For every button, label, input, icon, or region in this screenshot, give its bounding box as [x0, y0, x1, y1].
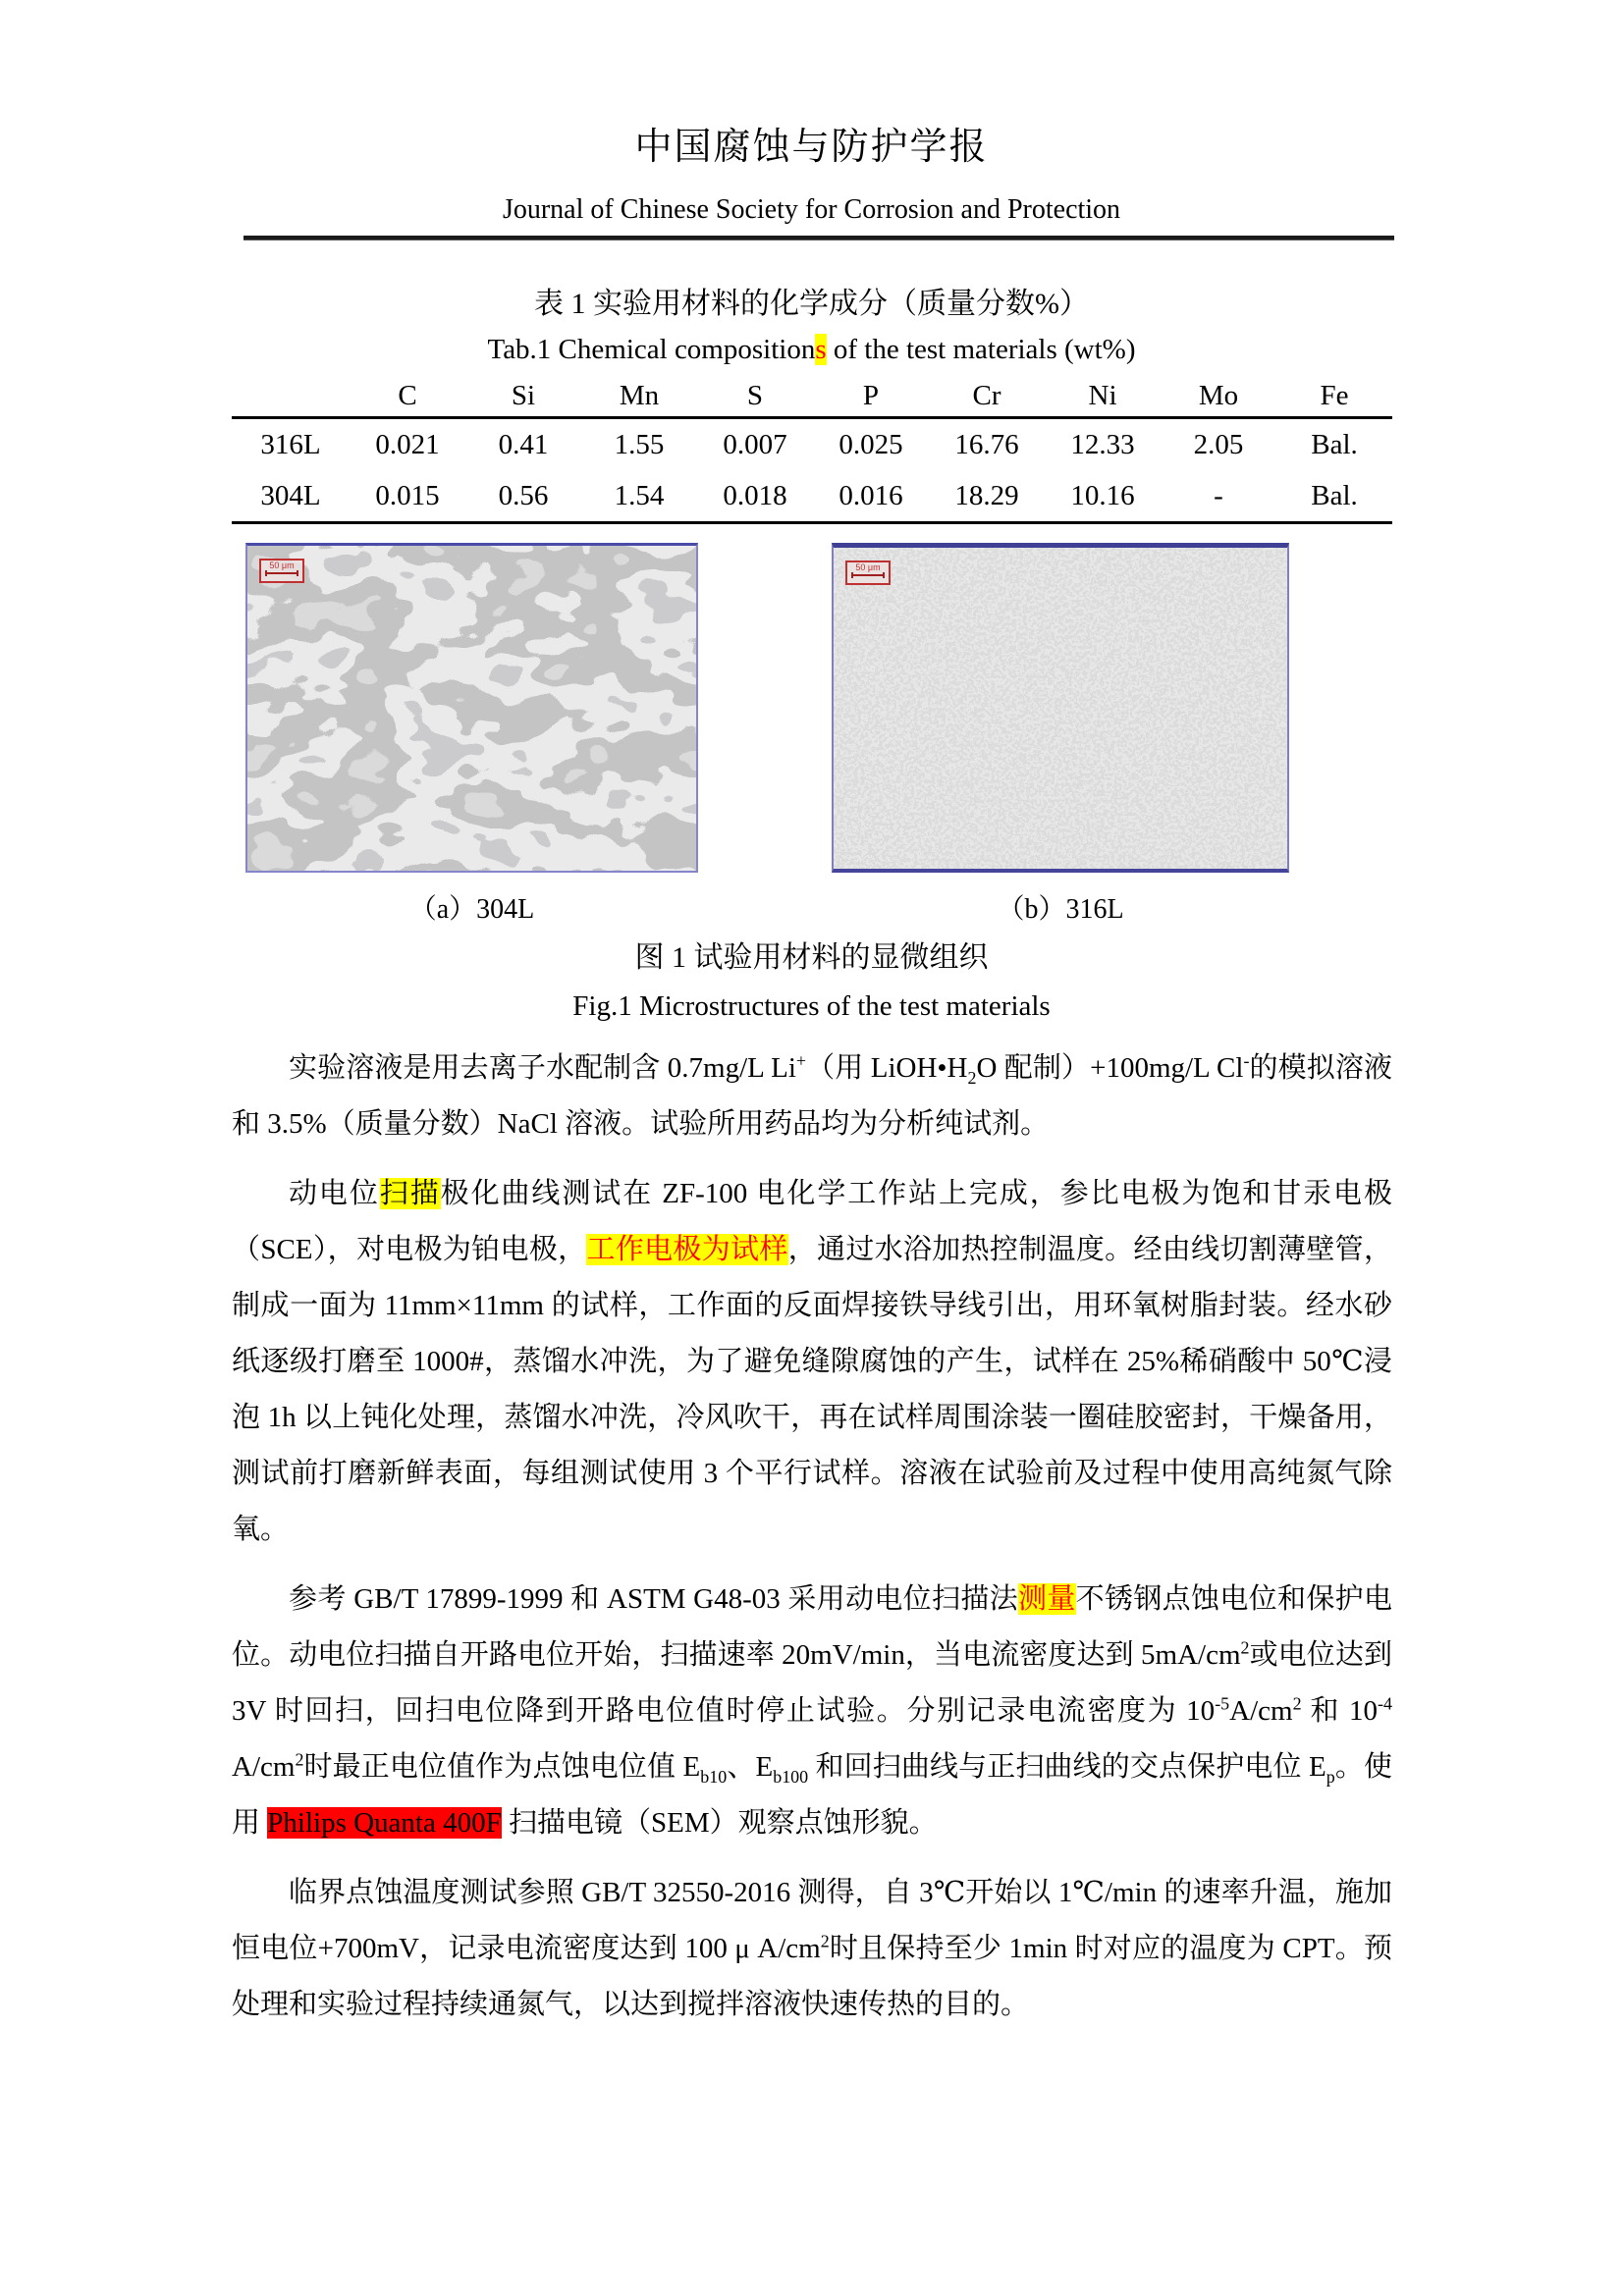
subscript: b10 — [700, 1766, 728, 1787]
table-cell: - — [1214, 479, 1223, 511]
superscript: + — [795, 1050, 807, 1071]
text-run: 不锈钢点蚀电位和保护电位。动电位扫描自开路电位开始，扫描速率 20mV/min，当电流密度达到 5mA/cm — [232, 1583, 1392, 1671]
highlight-measure: 测量 — [1018, 1583, 1076, 1615]
table-row-label: 304L — [260, 479, 321, 511]
table-cell: 0.025 — [839, 428, 903, 460]
figure1-caption-en: Fig.1 Microstructures of the test materials — [572, 990, 1051, 1022]
table-cell: 12.33 — [1070, 428, 1135, 460]
scale-bar-line — [265, 570, 298, 576]
highlight-sem-device: Philips Quanta 400F — [267, 1807, 502, 1839]
table-header-cell: Mn — [619, 379, 660, 411]
table1-caption-en — [0, 334, 1623, 366]
scale-bar-badge — [259, 559, 304, 583]
table-header-cell: Fe — [1320, 379, 1349, 411]
superscript: 2 — [1292, 1693, 1302, 1714]
scale-bar-label: 50 μm — [855, 562, 881, 572]
table-header-cell: C — [398, 379, 417, 411]
paragraph-pitting-potential — [232, 1572, 1392, 1851]
table-row-label: 316L — [260, 428, 321, 460]
superscript: 2 — [1240, 1637, 1250, 1658]
body-text — [232, 1041, 1392, 2047]
table-cell: 0.007 — [723, 428, 787, 460]
table-cell: 2.05 — [1193, 428, 1244, 460]
text-run: of the test materials (wt%) — [826, 334, 1136, 365]
text-run: 时且保持至少 1min 时对应的温度为 CPT。预处理和实验过程持续通氮气，以达到搅拌溶液快速传热的目的。 — [232, 1933, 1392, 2020]
superscript: -4 — [1378, 1693, 1392, 1714]
text-run: 和回扫曲线与正扫曲线的交点保护电位 E — [808, 1751, 1326, 1783]
table-row — [232, 470, 1392, 521]
subscript: 2 — [967, 1067, 977, 1088]
text-run: 实验溶液是用去离子水配制含 0.7mg/L Li — [289, 1052, 796, 1084]
table-bottom-rule — [232, 521, 1392, 524]
highlight-caption-s: s — [815, 334, 827, 365]
table-header-cell: Ni — [1088, 379, 1117, 411]
text-run: O 配制）+100mg/L Cl — [976, 1052, 1244, 1084]
chemical-composition-table — [232, 375, 1392, 524]
micrograph-image-316l — [834, 548, 1287, 869]
superscript: -5 — [1215, 1693, 1230, 1714]
highlight-scan: 扫描 — [379, 1178, 441, 1209]
text-run: 时最正电位值作为点蚀电位值 E — [303, 1751, 701, 1783]
scale-bar-line — [851, 572, 885, 578]
highlight-working-electrode: 工作电极为试样 — [586, 1234, 788, 1265]
table-cell: 0.015 — [375, 479, 440, 511]
journal-title-cn: 中国腐蚀与防护学报 — [634, 127, 989, 168]
scale-bar-label: 50 μm — [269, 561, 295, 570]
paragraph-solution — [232, 1041, 1392, 1152]
table-header-cell: Si — [511, 379, 536, 411]
table-cell: 0.021 — [375, 428, 440, 460]
text-run: 极化曲线测试在 ZF-100 电化学工作站上完成，参比电极为饱和甘汞电极（SCE），对电极为铂电极， — [232, 1178, 1392, 1265]
text-run: A/cm — [1229, 1695, 1293, 1727]
figure1-caption-cn: 图 1 试验用材料的显微组织 — [634, 941, 989, 974]
table-cell: 1.55 — [614, 428, 665, 460]
table-cell: 0.41 — [498, 428, 549, 460]
table-header-cell: P — [862, 379, 880, 411]
text-run: 扫描电镜（SEM）观察点蚀形貌。 — [501, 1807, 938, 1839]
table-cell: 18.29 — [954, 479, 1019, 511]
text-run: Tab.1 Chemical composition — [487, 334, 816, 365]
superscript: 2 — [295, 1749, 304, 1770]
table-header-cell: Mo — [1198, 379, 1239, 411]
subscript: p — [1325, 1766, 1335, 1787]
superscript: - — [1243, 1050, 1250, 1071]
table-header-cell: Cr — [972, 379, 1001, 411]
table-header-cell: S — [746, 379, 764, 411]
table-row — [232, 419, 1392, 470]
table-header-row — [232, 375, 1392, 416]
figure-caption-a: （a）304L — [408, 894, 535, 925]
text-run: 。使用 — [232, 1751, 1392, 1839]
text-run: ，通过水浴加热控制温度。经由线切割薄壁管，制成一面为 11mm×11mm 的试样，工作面的反面焊接铁导线引出，用环氧树脂封装。经水砂纸逐级打磨至 1000#，蒸馏水冲洗，为了避免缝隙腐蚀的产生，试样在 25%稀硝酸中 50℃浸泡 1h 以上钝化处理，蒸馏水冲洗，冷风吹干，再在试样周围涂装一圈硅胶密封，干燥备用，测试前打磨新鲜表面，每组测试使用 3 个平行试样。溶液在试验前及过程中使用高纯氮气除氧。 — [232, 1234, 1392, 1545]
table-cell: 1.54 — [614, 479, 665, 511]
paragraph-cpt — [232, 1865, 1392, 2033]
table1-caption-cn: 表 1 实验用材料的化学成分（质量分数%） — [534, 288, 1089, 320]
text-run: 和 10 — [1301, 1695, 1379, 1727]
text-run: 参考 GB/T 17899-1999 和 ASTM G48-03 采用动电位扫描法 — [289, 1583, 1018, 1615]
text-run: 的模拟溶液和 3.5%（质量分数）NaCl 溶液。试验所用药品均为分析纯试剂。 — [232, 1052, 1392, 1140]
micrograph-image-304l — [247, 546, 696, 871]
header-divider — [243, 236, 1394, 240]
text-run: 、E — [727, 1751, 774, 1783]
scale-bar-badge — [845, 561, 891, 585]
subscript: b100 — [773, 1766, 809, 1787]
micrograph-316l — [832, 543, 1289, 873]
text-run: A/cm — [232, 1751, 296, 1783]
table-cell: 16.76 — [954, 428, 1019, 460]
table-cell: Bal. — [1311, 428, 1358, 460]
table-cell: 0.56 — [498, 479, 549, 511]
paragraph-polarization-setup — [232, 1166, 1392, 1558]
text-run: （用 LiOH•H — [806, 1052, 968, 1084]
superscript: 2 — [820, 1931, 830, 1951]
journal-title-en: Journal of Chinese Society for Corrosion and Protection — [502, 194, 1121, 225]
micrograph-304l — [245, 543, 698, 873]
text-run: 或电位达到 3V 时回扫，回扫电位降到开路电位值时停止试验。分别记录电流密度为 10 — [232, 1639, 1392, 1727]
text-run: 动电位 — [289, 1178, 380, 1209]
text-run: 临界点蚀温度测试参照 GB/T 32550-2016 测得，自 3℃开始以 1℃/min 的速率升温，施加恒电位+700mV，记录电流密度达到 100 μ A/cm — [232, 1877, 1392, 1964]
table-cell: 0.018 — [723, 479, 787, 511]
table-cell: Bal. — [1311, 479, 1358, 511]
table-cell: 10.16 — [1070, 479, 1135, 511]
figure-caption-b: （b）316L — [997, 894, 1124, 925]
table-cell: 0.016 — [839, 479, 903, 511]
